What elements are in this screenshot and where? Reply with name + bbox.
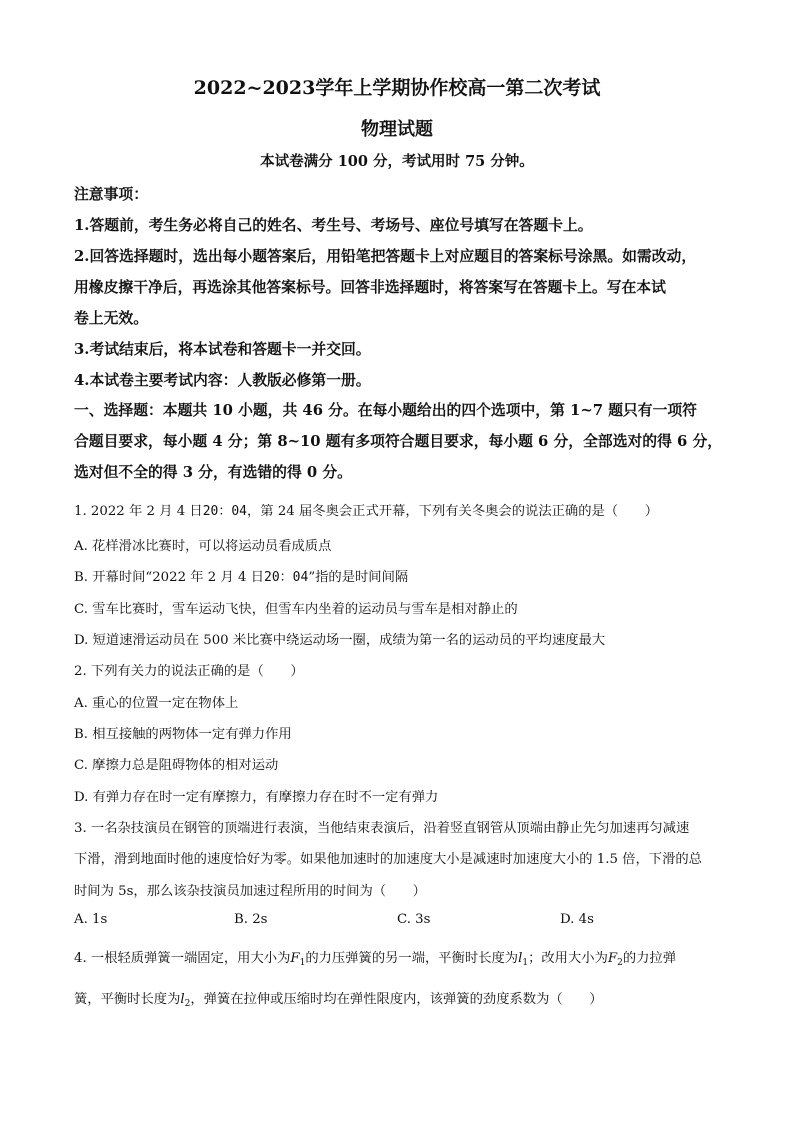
exam-title: 2022~2023学年上学期协作校高一第二次考试 (193, 77, 601, 99)
section-1-line-2: 合题目要求，每小题 4 分；第 8~10 题有多项符合题目要求，每小题 6 分，全部选对的得 6 分， (74, 433, 723, 450)
q4-text-d: 的力拉弹 (622, 951, 677, 966)
q1-stem-part: 1. 2022 年 2 月 4 日 (74, 504, 203, 519)
notes-heading: 注意事项： (74, 186, 148, 203)
q1-option-d: D. 短道速滑运动员在 500 米比赛中绕运动场一圈，成绩为第一名的运动员的平均速度最大 (74, 633, 606, 648)
q2-option-d: D. 有弹力存在时一定有摩擦力，有摩擦力存在时不一定有弹力 (74, 790, 439, 805)
q4-text-a: 4. 一根轻质弹簧一端固定，用大小为 (74, 951, 291, 966)
q4-F2: F (607, 951, 618, 966)
note-2-line-1: 2.回答选择题时，选出每小题答案后，用铅笔把答题卡上对应题目的答案标号涂黑。如需改动， (74, 248, 697, 265)
question-1-stem (74, 500, 658, 519)
q4-F2-sub: 2 (617, 958, 623, 968)
note-3: 3.考试结束后，将本试卷和答题卡一并交回。 (74, 341, 371, 358)
section-1-line-3: 选对但不全的得 3 分，有选错的得 0 分。 (74, 464, 352, 481)
q1-b-rest: ”指的是时间间隔 (308, 570, 409, 585)
q1-option-b (74, 566, 408, 585)
q1-stem-rest: ，第 24 届冬奥会正式开幕，下列有关冬奥会的说法正确的是（ ） (247, 504, 658, 519)
note-4: 4.本试卷主要考试内容：人教版必修第一册。 (74, 372, 371, 389)
exam-info: 本试卷满分 100 分，考试用时 75 分钟。 (260, 153, 534, 170)
section-1-line-1: 一、选择题：本题共 10 小题，共 46 分。在每小题给出的四个选项中，第 1~7 题只有一项符 (74, 402, 697, 419)
q4-text-e: 簧，平衡时长度为 (74, 992, 181, 1007)
q1-b-time: 20：04 (264, 570, 309, 585)
question-3-line-3: 时间为 5s，那么该杂技演员加速过程所用的时间为（ ） (74, 884, 426, 899)
q1-b-part: B. 开幕时间“2022 年 2 月 4 日 (74, 570, 264, 585)
q2-option-a: A. 重心的位置一定在物体上 (74, 696, 239, 711)
question-2-stem: 2. 下列有关力的说法正确的是（ ） (74, 664, 304, 679)
q3-option-d: D. 4s (560, 912, 594, 927)
subject-title: 物理试题 (361, 119, 433, 140)
q4-F1: F (290, 951, 300, 966)
note-1: 1.答题前，考生务必将自己的姓名、考生号、考场号、座位号填写在答题卡上。 (74, 217, 593, 234)
note-2-line-2: 用橡皮擦干净后，再选涂其他答案标号。回答非选择题时，将答案写在答题卡上。写在本试 (74, 279, 666, 296)
q3-option-b: B. 2s (234, 912, 268, 927)
q1-option-c: C. 雪车比赛时，雪车运动飞快，但雪车内坐着的运动员与雪车是相对静止的 (74, 602, 518, 617)
question-3-line-2: 下滑，滑到地面时他的速度恰好为零。如果他加速时的加速度大小是减速时加速度大小的 1.5 倍，下滑的总 (74, 852, 702, 867)
note-2-line-3: 卷上无效。 (74, 310, 148, 327)
q4-text-f: ，弹簧在拉伸或压缩时均在弹性限度内，该弹簧的劲度系数为（ ） (190, 992, 603, 1007)
q1-option-a: A. 花样滑冰比赛时，可以将运动员看成质点 (74, 539, 332, 554)
q4-l1-sub: 1 (522, 958, 529, 968)
q2-option-c: C. 摩擦力总是阻碍物体的相对运动 (74, 758, 279, 773)
q4-text-c: ；改用大小为 (528, 951, 608, 966)
q1-time: 20：04 (202, 504, 248, 519)
q4-l2-sub: 2 (184, 999, 191, 1009)
q4-text-b: 的力压弹簧的另一端，平衡时长度为 (305, 951, 519, 966)
q4-F1-sub: 1 (299, 958, 306, 968)
question-4-line-2 (74, 988, 603, 1009)
question-3-line-1: 3. 一名杂技演员在钢管的顶端进行表演，当他结束表演后，沿着竖直钢管从顶端由静止先匀加速再匀减速 (74, 821, 690, 836)
question-4-line-1 (74, 947, 676, 968)
q4-l1: l (518, 951, 523, 966)
q4-l2: l (180, 992, 185, 1007)
q2-option-b: B. 相互接触的两物体一定有弹力作用 (74, 727, 292, 742)
q3-option-a: A. 1s (74, 912, 108, 927)
q3-option-c: C. 3s (397, 912, 431, 927)
